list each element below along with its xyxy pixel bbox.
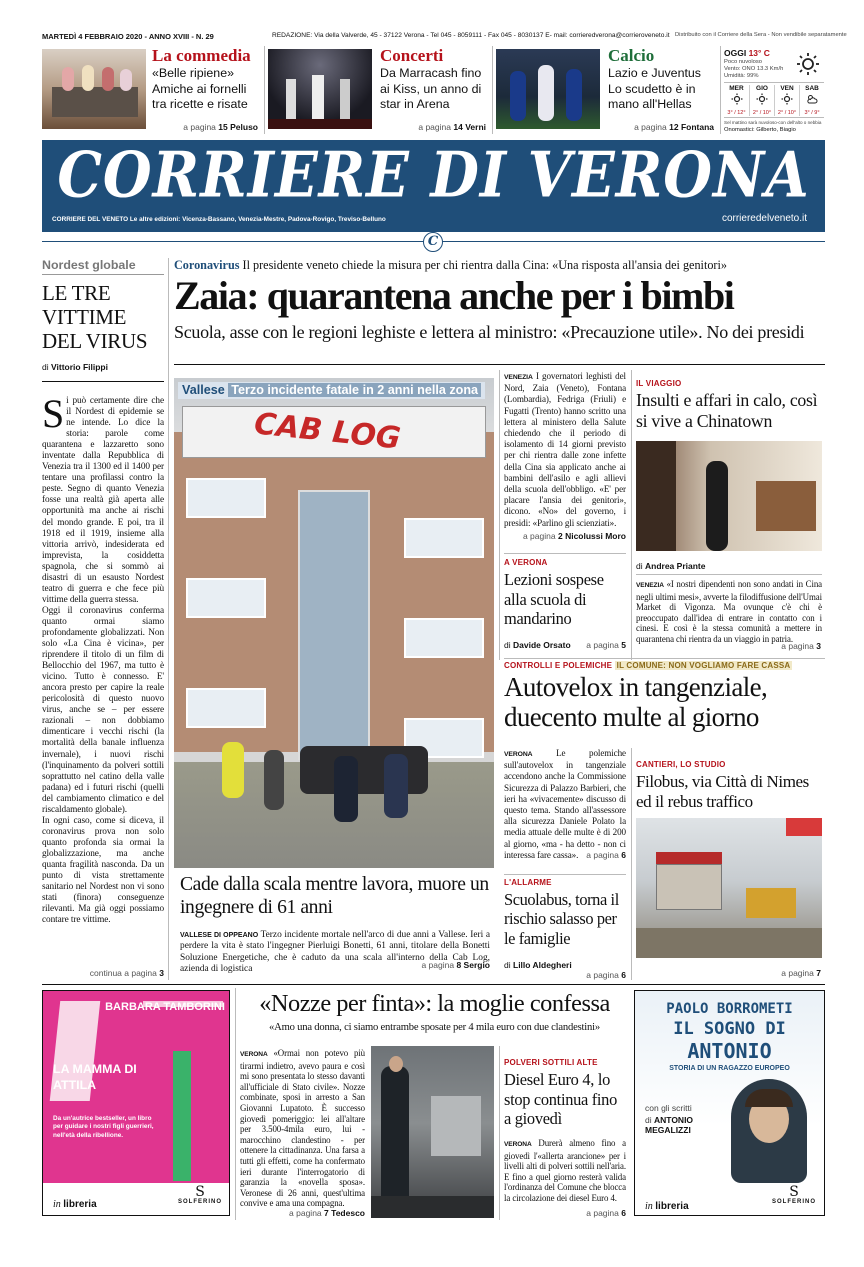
lead-kicker: Coronavirus Il presidente veneto chiede la misura per chi rientra dalla Cina: «Una risposta all'ansia dei genitori» xyxy=(174,258,727,272)
photo-tag: Vallese Terzo incidente fatale in 2 anni nella zona xyxy=(178,382,485,399)
ad-title: LA MAMMA DI ATTILA xyxy=(53,1062,137,1092)
teaser-photo xyxy=(268,49,372,129)
lead-subhead: Scuola, asse con le regioni leghiste e lettera al ministro: «Precauzione utile». No dei presidi xyxy=(174,322,805,342)
teaser-photo xyxy=(42,49,146,129)
logo-badge: C xyxy=(423,232,443,252)
chinatown-kicker: IL VIAGGIO xyxy=(636,379,682,388)
cloud-sun-icon xyxy=(806,93,818,105)
photo-headline: Cade dalla scala mentre lavora, muore un ingegnere di 61 anni xyxy=(180,874,489,918)
nozze-photo xyxy=(371,1046,494,1218)
ad-with: con gli scritti xyxy=(645,1103,692,1113)
weather-forecast xyxy=(724,82,824,118)
teaser-photo xyxy=(496,49,600,129)
website-link[interactable]: corrieredelveneto.it xyxy=(721,213,807,224)
weather-lines: Poco nuvoloso Vento: ONO 13.3 Km/h Umidità: 99% xyxy=(724,59,784,79)
autovelox-headline: Autovelox in tangenziale, duecento multe al giorno xyxy=(504,672,768,732)
weather-footnote: Sel mattino sarà nuvoloso-con dell'alto o nebbia xyxy=(724,120,822,125)
teaser-kicker: Concerti xyxy=(380,46,444,65)
nozze-ref[interactable]: a pagina 7 Tedesco xyxy=(289,1208,365,1218)
forecast-day: SAB 3° / 9° xyxy=(799,85,824,116)
filobus-ref: a pagina 7 xyxy=(781,968,821,978)
book-ad-right[interactable] xyxy=(634,990,825,1216)
photo-body: VALLESE DI OPPEANO Terzo incidente mortale nell'arco di due anni a Vallese. Ieri a perdere la vita è stato l'ingegner Pierluigi Bonetti, 61 anni, titolare della Bonetti Soluzione Energetiche, che è caduto da una scala all'interno della Cab Log, azienda di logistica xyxy=(180,930,490,975)
editions-line: CORRIERE DEL VENETO Le altre edizioni: Vicenza-Bassano, Venezia-Mestre, Padova-Rovigo, Treviso-Belluno xyxy=(52,216,386,223)
diesel-headline: Diesel Euro 4, lo stop continua fino a giovedì xyxy=(504,1070,617,1129)
onomastici: Onomastici: Gilberto, Biagio xyxy=(724,127,796,133)
ad-with-name: di ANTONIO MEGALIZZI xyxy=(645,1115,694,1135)
dateline: MARTEDÌ 4 FEBBRAIO 2020 - ANNO XVIII - N. 29 xyxy=(42,32,214,41)
nozze-story[interactable] xyxy=(240,990,629,1040)
ad-blurb: Da un'autrice bestseller, un libro per guidare i nostri figli guerrieri, nell'età della ribellione. xyxy=(53,1115,154,1139)
forecast-day: GIO 2° / 10° xyxy=(749,85,774,116)
chinatown-body: VENEZIA «I nostri dipendenti non sono andati in Cina negli ultimi mesi», avverte la filodiffusione dell'Umai Market di Vigonza. Ma ovunque c'è chi è preoccupato dall'idea di entrare in contatto con i cinesi. E così è la stessa comunità a mettere in quarantena chi rientra da un viaggio in patria. xyxy=(636,579,822,644)
book-ad-left[interactable] xyxy=(42,990,230,1216)
editorial-column[interactable] xyxy=(42,258,164,980)
weather-today: OGGI 13° C xyxy=(724,48,770,58)
editorial-byline: di Vittorio Filippi xyxy=(42,362,108,372)
diesel-kicker: POLVERI SOTTILI ALTE xyxy=(504,1058,598,1067)
cablog-photo xyxy=(174,378,494,868)
lead-story[interactable] xyxy=(174,258,825,356)
editorial-kicker: Nordest globale xyxy=(42,258,164,275)
lead-body: VENEZIA I governatori leghisti del Nord, Zaia (Veneto), Fontana (Lombardia), Fedriga (Friuli) e Fugatti (Trento) hanno scritto una lettera al ministero della Salute chiedendo che il periodo di isolamento di 14 giorni previsto per chi rientra dalle zone infette della Cina sia applicato anche ai bambini dell'asilo e agli allievi della scuola dell'obbligo. «E' per placare l'ansia dei genitori», dicono. «No» del governo, i presidi: «Parlino gli scienziati». a pagina 2 Nicolussi Moro xyxy=(504,371,626,541)
ad-subtitle: STORIA DI UN RAGAZZO EUROPEO xyxy=(669,1065,790,1072)
filobus-headline: Filobus, via Città di Nimes ed il rebus traffico xyxy=(636,772,809,812)
nozze-body: VERONA «Ormai non potevo più tirarmi indietro, avevo paura e così mi sono presentata lo stesso davanti all'ufficiale di Stato civile». Nozze combinate, sposi in arresto a San Giovanni Lupatoto. È successo giovedì pomeriggio: lei all'altare per 3.500-4mila euro, lui - marocchino clandestino - per ottenere la cittadinanza. Una farsa a tutti gli effetti, come ha confermato ieri durante l'interrogatorio di garanzia la «novella sposa». Veronese di 26 anni, quest'ultima convive e ama una compagna. a pagina 7 Tedesco xyxy=(240,1048,365,1218)
diesel-story[interactable] xyxy=(504,1058,626,1220)
diesel-ref: a pagina 6 xyxy=(586,1208,626,1218)
chinatown-byline: di Andrea Priante xyxy=(636,561,706,571)
teaser-kicker: La commedia xyxy=(152,46,251,65)
mandarino-ref: a pagina 5 xyxy=(586,640,626,650)
ad-title-line2: ANTONIO xyxy=(687,1039,772,1063)
chinatown-story[interactable] xyxy=(636,379,825,655)
ad-author: BARBARA TAMBORINI xyxy=(105,1001,225,1013)
editorial-title: LE TRE VITTIME DEL VIRUS xyxy=(42,281,148,353)
filobus-photo xyxy=(636,818,822,958)
teaser-text: Da Marracash fino ai Kiss, un anno di star in Arena xyxy=(380,66,482,111)
sun-icon xyxy=(756,93,768,105)
sun-icon xyxy=(731,93,743,105)
autovelox-body: VERONA Le polemiche sull'autovelox in tangenziale accendono anche la Commissione Sicurezza di Palazzo Barbieri, che ieri ha «vivacemente» discusso di questo tema. Stando all'assessore alla sicurezza Daniele Polato la media attuale delle multe è di 200 al giorno, «ma - ha detto - non ci interessa fare cassa». a pagina 6 xyxy=(504,748,626,860)
scuolabus-story[interactable] xyxy=(504,878,626,978)
filobus-kicker: CANTIERI, LO STUDIO xyxy=(636,760,726,769)
ad-author: PAOLO BORROMETI xyxy=(666,1001,793,1017)
teaser-ref: a pagina 12 Fontana xyxy=(634,122,714,132)
mandarino-kicker: A VERONA xyxy=(504,558,548,567)
forecast-day: VEN 2° / 10° xyxy=(774,85,799,116)
autovelox-story[interactable] xyxy=(504,661,825,741)
chinatown-photo xyxy=(636,441,822,551)
scuolabus-headline: Scuolabus, torna il rischio salasso per le famiglie xyxy=(504,890,619,948)
autovelox-kicker: CONTROLLI E POLEMICHE IL COMUNE: NON VOGLIAMO FARE CASSA xyxy=(504,661,791,670)
diesel-body: VERONA Durerà almeno fino a giovedì l'«allerta arancione» per i livelli alti di polveri sottili nell'aria. E fino a quel giorno resterà valida l'ordinanza del Comune che blocca la circolazione dei diesel Euro 4. xyxy=(504,1138,627,1203)
sun-icon xyxy=(796,52,820,76)
teaser-ref: a pagina 14 Verni xyxy=(418,122,486,132)
teaser-text: «Belle ripiene» Amiche ai fornelli tra ricette e risate xyxy=(152,66,248,111)
mandarino-story[interactable] xyxy=(504,558,626,654)
photo-ref: a pagina 8 Sergio xyxy=(421,960,490,970)
lead-headline: Zaia: quarantena anche per i bimbi xyxy=(174,273,734,318)
chinatown-headline: Insulti e affari in calo, così si vive a Chinatown xyxy=(636,390,818,431)
photo-story[interactable] xyxy=(174,378,494,974)
ad-footer: in libreria xyxy=(645,1201,689,1212)
scuolabus-byline: di Lillo Aldegheri xyxy=(504,960,572,970)
scuolabus-kicker: L'ALLARME xyxy=(504,878,552,887)
ad-portrait xyxy=(731,1079,807,1183)
chinatown-ref: a pagina 3 xyxy=(781,641,821,651)
sun-icon xyxy=(781,93,793,105)
teaser-ref: a pagina 15 Peluso xyxy=(183,122,258,132)
nozze-subhead: «Amo una donna, ci siamo entrambe sposate per 4 mila euro con due clandestini» xyxy=(269,1022,600,1033)
mandarino-byline: di Davide Orsato xyxy=(504,640,571,650)
ad-footer: in libreria xyxy=(53,1199,97,1210)
lead-ref[interactable]: a pagina 2 Nicolussi Moro xyxy=(522,531,626,541)
forecast-day: MER 3° / 12° xyxy=(727,85,746,116)
masthead-banner[interactable] xyxy=(42,140,825,232)
teaser-calcio[interactable] xyxy=(496,46,718,134)
ad-title-line1: IL SOGNO DI xyxy=(673,1019,786,1039)
mandarino-headline: Lezioni sospese alla scuola di mandarino xyxy=(504,570,604,629)
publisher-logo: S SOLFERINO xyxy=(177,1184,222,1205)
teaser-text: Lazio e Juventus Lo scudetto è in mano all'Hellas xyxy=(608,66,701,111)
teaser-concerti[interactable] xyxy=(268,46,490,134)
teaser-kicker: Calcio xyxy=(608,46,655,65)
autovelox-ref[interactable]: a pagina 6 xyxy=(586,850,626,860)
filobus-story[interactable] xyxy=(636,760,825,980)
editorial-continue[interactable]: continua a pagina 3 xyxy=(89,968,164,978)
publisher-logo: S SOLFERINO xyxy=(771,1184,816,1205)
newspaper-title: CORRIERE DI VERONA xyxy=(57,138,810,212)
nozze-headline: «Nozze per finta»: la moglie confessa xyxy=(259,990,610,1017)
scuolabus-ref: a pagina 6 xyxy=(586,970,626,980)
editorial-body: Si può certamente dire che il Nordest di epidemie se ne intende. Lo dice la storia: parole come quarantena e lazzaretto sono inventate dalla Repubblica di Venezia tra il 1300 ed il 1400 per tentare una profilassi contro la peste. Segno di quanto Venezia fosse una realtà già aperta alle opportunità ma anche ai rischi del mondo grande. E poi, tra il 1918 ed il 1919, insieme alla vittoria arrivò, indesiderata ed imprevista, la cosiddetta spagnola, che si sommò ai disastri di un esausto Nordest teatro di guerra e che fece più vittime della guerra stessa. Oggi il coronavirus conferma quanto ormai siamo profondamente globalizzati. Non solo «La Cina è vicina», per riprendere il titolo di un film di Bellocchio del 1967, ma tutto è vicino. Tutto è connesso. E' ancora presto per capire la reale pericolosità di questo nuovo virus, anche se – per essere razionali – non dobbiamo dimenticare i vecchi rischi (la mortalità della banale influenza invernale), i nuovi rischi (l'inquinamento da polveri sottili soprattutto nel catino della valle padana) ed i futuri rischi (quelli del cambiamento climatico e del riscaldamento globale). In ogni caso, come si diceva, il coronavirus prova non solo quanto profonda sia ormai la globalizzazione, ma anche quanta fragilità nasconda. Da un punto di vista strettamente sanitario nel Nordest non vi sono stati (finora) conseguenze rilevanti. Ma già oggi possiamo contare tre vittime. xyxy=(42,391,164,926)
redazione: REDAZIONE: Via della Valverde, 45 - 37122 Verona - Tel 045 - 8059111 - Fax 045 - 8030137 E- mail: corrieredverona@corrieroveneto.it xyxy=(272,32,670,39)
distribuzione: Distribuito con il Corriere della Sera - Non vendibile separatamente xyxy=(675,32,847,38)
drop-cap: S xyxy=(42,391,65,436)
weather-box xyxy=(724,46,824,134)
teaser-commedia[interactable] xyxy=(42,46,262,134)
cablog-sign: CAB LOG xyxy=(252,406,403,457)
